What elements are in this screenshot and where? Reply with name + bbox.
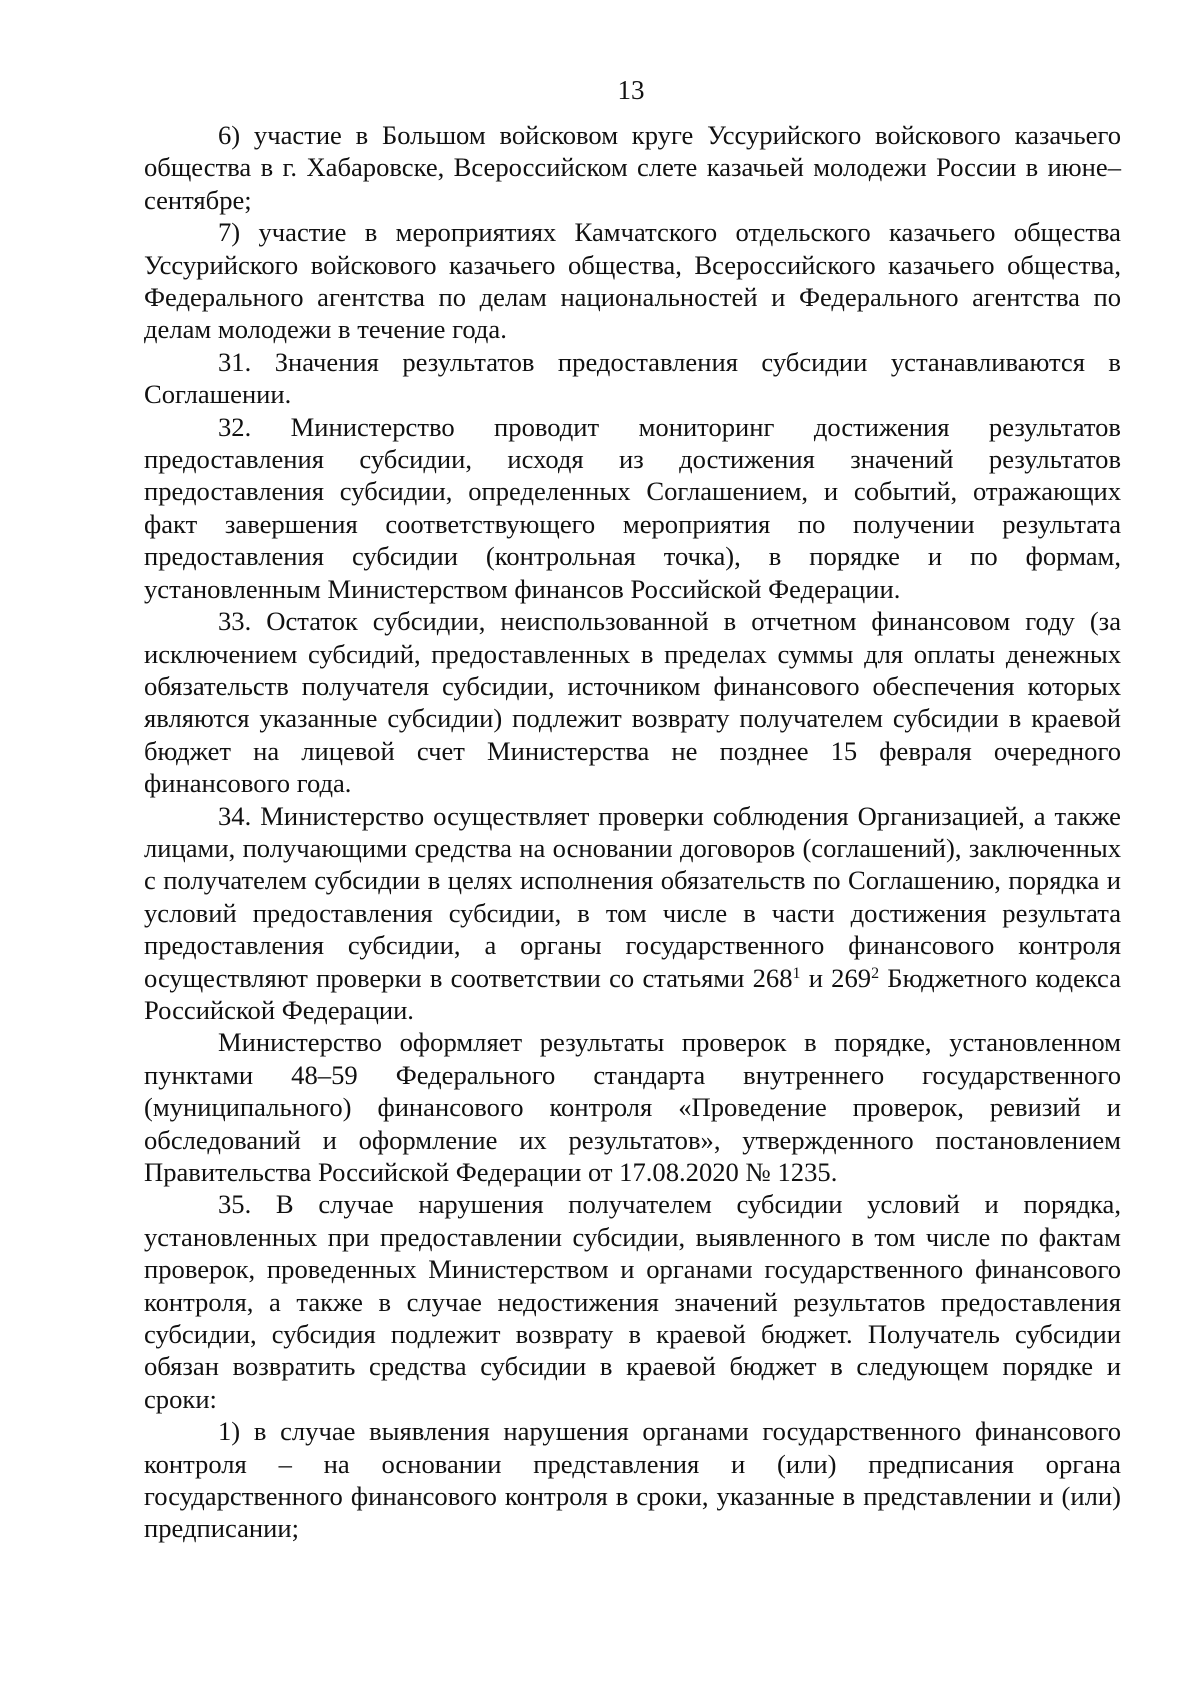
- paragraph-item-6: 6) участие в Большом войсковом круге Уссурийского войскового казачьего общества в г. Хабаровске, Всероссийском слете казачьей молодежи России в июне–сентябре;: [144, 120, 1121, 215]
- paragraph-clause-33: 33. Остаток субсидии, неиспользованной в отчетном финансовом году (за исключением субсидий, предоставленных в пределах суммы для оплаты денежных обязательств получателя субсидии, источником финансового обеспечения которых являются указанные субсидии) подлежит возврату получателем субсидии в краевой бюджет на лицевой счет Министерства не позднее 15 февраля очередного финансового года.: [144, 606, 1121, 799]
- paragraph-clause-35-item-1: 1) в случае выявления нарушения органами государственного финансового контроля – на основании представления и (или) предписания органа государственного финансового контроля в сроки, указанные в представлении и (или) предписании;: [144, 1416, 1121, 1544]
- clause-34-text: 34. Министерство осуществляет проверки соблюдения Организацией, а также лицами, получающими средства на основании договоров (соглашений), заключенных с получателем субсидии в целях исполнения обязательств по Соглашению, порядка и условий предоставления субсидии, в том числе в части достижения результата предоставления субсидии, а органы государственного финансового контроля осуществляют проверки в соответствии со статьями 268: [144, 800, 1121, 993]
- page-number: 13: [617, 75, 645, 105]
- document-body: [144, 119, 1121, 1545]
- paragraph-item-7: 7) участие в мероприятиях Камчатского отдельского казачьего общества Уссурийского войскового казачьего общества, Всероссийского казачьего общества, Федерального агентства по делам национальностей и Федерального агентства по делам молодежи в течение года.: [144, 217, 1121, 345]
- paragraph-clause-34-continued: Министерство оформляет результаты проверок в порядке, установленном пунктами 48–59 Федерального стандарта внутреннего государственного (муниципального) финансового контроля «Проведение проверок, ревизий и обследований и оформление их результатов», утвержденного постановлением Правительства Российской Федерации от 17.08.2020 № 1235.: [144, 1027, 1121, 1187]
- clause-34-mid-text: и 269: [800, 962, 872, 993]
- paragraph-clause-35: 35. В случае нарушения получателем субсидии условий и порядка, установленных при предоставлении субсидии, выявленного в том числе по фактам проверок, проведенных Министерством и органами государственного финансового контроля, а также в случае недостижения значений результатов предоставления субсидии, субсидия подлежит возврату в краевой бюджет. Получатель субсидии обязан возвратить средства субсидии в краевой бюджет в следующем порядке и сроки:: [144, 1189, 1121, 1414]
- clause-34-end-text: Бюджетного кодекса Российской Федерации.: [144, 962, 1121, 1025]
- article-268-superscript: 1: [792, 964, 801, 982]
- paragraph-clause-31: 31. Значения результатов предоставления субсидии устанавливаются в Соглашении.: [144, 346, 1121, 410]
- article-269-superscript: 2: [871, 964, 880, 982]
- paragraph-clause-32: 32. Министерство проводит мониторинг достижения результатов предоставления субсидии, исходя из достижения значений результатов предоставления субсидии, определенных Соглашением, и событий, отражающих факт завершения соответствующего мероприятия по получении результата предоставления субсидии (контрольная точка), в порядке и по формам, установленным Министерством финансов Российской Федерации.: [144, 411, 1121, 604]
- paragraph-clause-34: [144, 800, 1121, 1027]
